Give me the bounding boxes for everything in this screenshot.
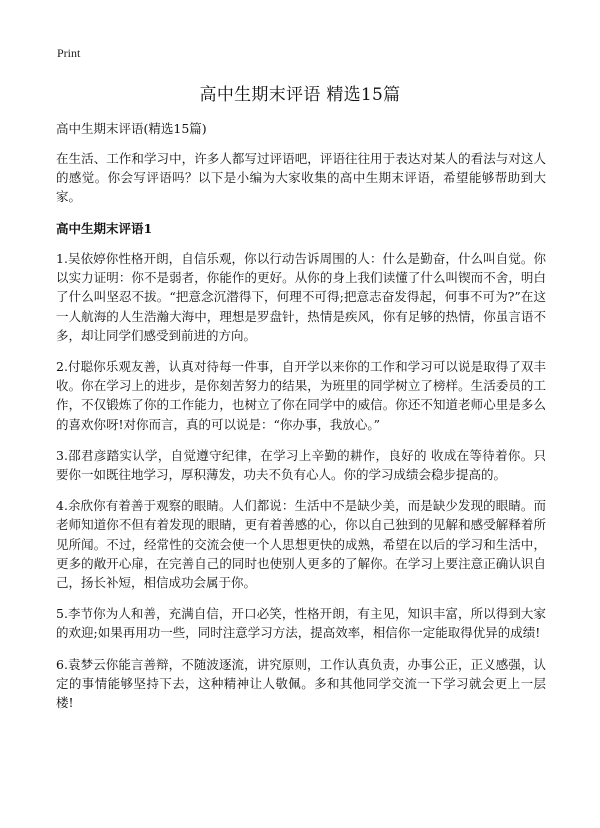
comment-paragraph: 6.袁梦云你能言善辩，不随波逐流，讲究原则，工作认真负责，办事公正，正义感强，认定的事情能够坚持下去，这种精神让人敬佩。多和其他同学交流一下学习就会更上一层楼! [56,656,546,711]
intro-paragraph: 在生活、工作和学习中，许多人都写过评语吧，评语往往用于表达对某人的看法与对这人的感觉。你会写评语吗？以下是小编为大家收集的高中生期末评语，希望能够帮助到大家。 [56,151,546,204]
section-heading: 高中生期末评语1 [56,221,153,236]
comment-paragraph: 3.邵君彦踏实认学，自觉遵守纪律，在学习上辛勤的耕作，良好的 收成在等待着你。只要你一如既往地学习，厚积薄发，功夫不负有心人。你的学习成绩会稳步提高的。 [56,447,546,483]
article-subtitle: 高中生期末评语(精选15篇) [56,121,207,136]
comment-paragraph: 2.付聪你乐观友善，认真对待每一件事，自开学以来你的工作和学习可以说是取得了双丰收。你在学习上的进步，是你刻苦努力的结果，为班里的同学树立了榜样。生活委员的工作，不仅锻炼了你的工作能力，也树立了你在同学中的威信。你还不知道老师心里是多么的喜欢你呀!对你而言，真的可以说是：“你办事，我放心。” [56,359,546,432]
comment-paragraph: 4.余欣你有着善于观察的眼睛。人们都说：生活中不是缺少美，而是缺少发现的眼睛。而老师知道你不但有着发现的眼睛，更有着善感的心，你以自己独到的见解和感受解释着所见所闻。不过，经常性的交流会使一个人思想更快的成熟，希望在以后的学习和生活中，更多的敞开心扉，在完善自己的同时也使别人更多的了解你。在学习上要注意正确认识自己，扬长补短，相信成功会属于你。 [56,498,546,591]
print-link[interactable]: Print [57,46,81,60]
page-title: 高中生期末评语 精选15篇 [199,85,401,105]
comment-paragraph: 5.李节你为人和善，充满自信，开口必笑，性格开朗，有主见，知识丰富，所以得到大家的欢迎;如果再用功一些，同时注意学习方法，提高效率，相信你一定能取得优异的成绩! [56,606,546,641]
article-body [56,121,546,724]
comment-paragraph: 1.吴依婷你性格开朗，自信乐观，你以行动告诉周围的人：什么是勤奋，什么叫自觉。你以实力证明：你不是弱者，你能作的更好。从你的身上我们读懂了什么叫锲而不舍，明白了什么叫坚忍不拔。“把意念沉潜得下，何理不可得;把意志奋发得起，何事不可为?”在这一人航海的人生浩瀚大海中，理想是罗盘针，热情是疾风，你有足够的热情，你虽言语不多，却让同学们感受到前进的方向。 [56,251,546,343]
